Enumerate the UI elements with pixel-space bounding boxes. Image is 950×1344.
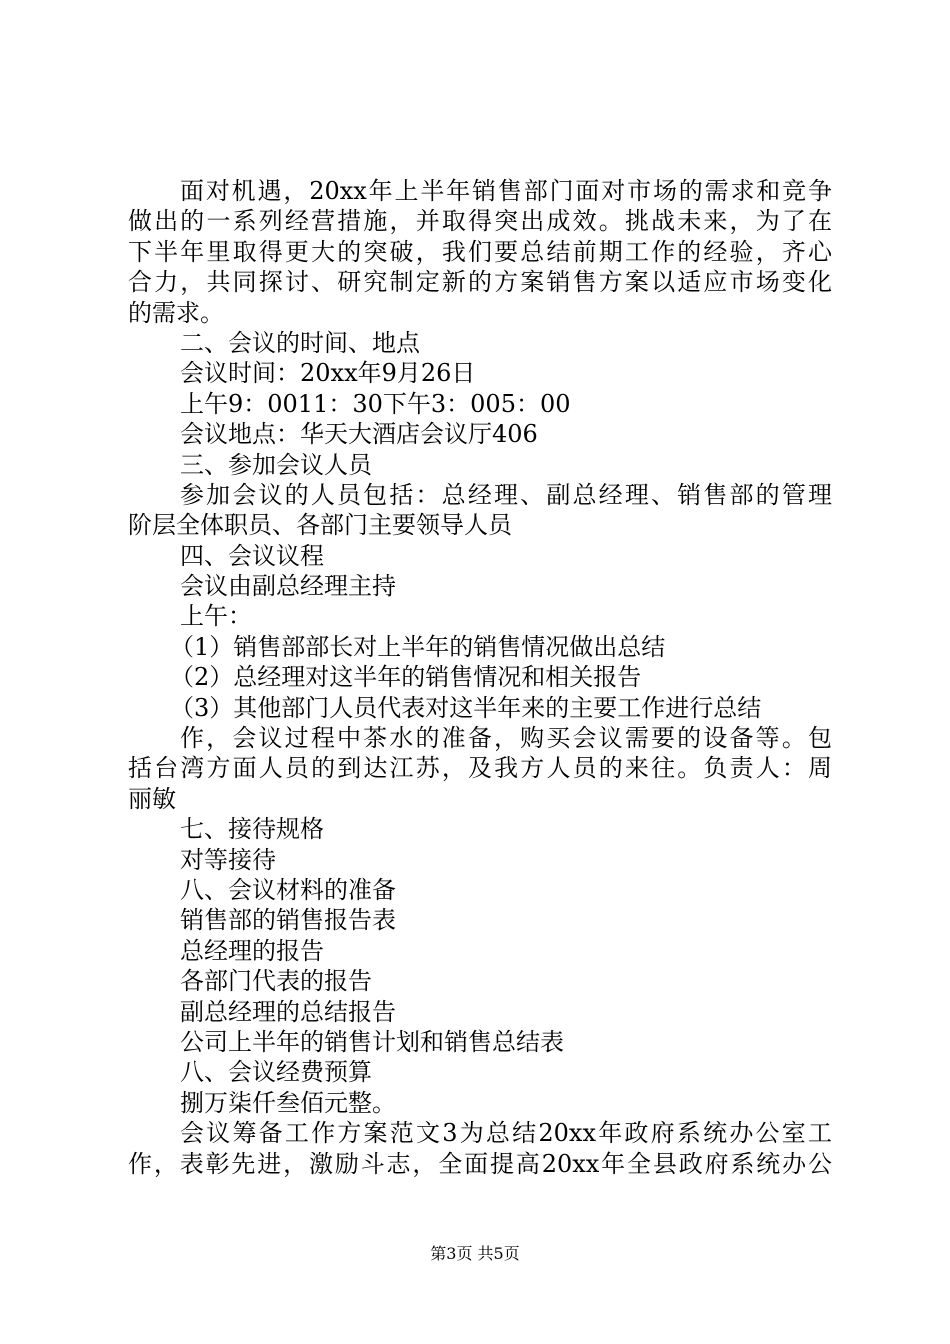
paragraph-line: 作，表彰先进，激励斗志，全面提高20xx年全县政府系统办公 (128, 1149, 832, 1178)
section-heading: 三、参加会议人员 (180, 450, 372, 479)
section-heading: 八、会议经费预算 (180, 1058, 372, 1087)
list-item: （1）销售部部长对上半年的销售情况做出总结 (170, 632, 666, 661)
document-body (128, 176, 832, 1179)
section-heading: 二、会议的时间、地点 (180, 328, 420, 357)
list-item: （2）总经理对这半年的销售情况和相关报告 (170, 663, 642, 692)
paragraph-line: 上午9：0011：30下午3：005：00 (180, 389, 571, 418)
list-item: （3）其他部门人员代表对这半年来的主要工作进行总结 (170, 693, 762, 722)
paragraph-line: 会议时间：20xx年9月26日 (180, 359, 476, 388)
paragraph-line: 括台湾方面人员的到达江苏，及我方人员的来往。负责人：周 (128, 754, 832, 783)
paragraph-line: 下半年里取得更大的突破，我们要总结前期工作的经验，齐心 (128, 237, 832, 266)
paragraph-line: 面对机遇，20xx年上半年销售部门面对市场的需求和竞争 (180, 177, 832, 205)
paragraph-line: 会议筹备工作方案范文3为总结20xx年政府系统办公室工 (180, 1119, 832, 1148)
paragraph-line: 销售部的销售报告表 (180, 906, 396, 935)
paragraph-line: 会议地点：华天大酒店会议厅406 (180, 420, 538, 449)
section-heading: 四、会议议程 (180, 541, 324, 570)
paragraph-line: 作，会议过程中茶水的准备，购买会议需要的设备等。包 (180, 724, 832, 753)
paragraph-line: 副总经理的总结报告 (180, 997, 396, 1026)
paragraph-line: 捌万柒仟叁佰元整。 (180, 1088, 396, 1117)
paragraph-line: 参加会议的人员包括：总经理、副总经理、销售部的管理 (180, 480, 832, 509)
paragraph-line: 公司上半年的销售计划和销售总结表 (180, 1027, 564, 1056)
paragraph-line: 总经理的报告 (180, 936, 324, 965)
paragraph-line: 的需求。 (128, 298, 224, 327)
paragraph-line: 做出的一系列经营措施，并取得突出成效。挑战未来，为了在 (128, 207, 832, 236)
paragraph-line: 合力，共同探讨、研究制定新的方案销售方案以适应市场变化 (128, 268, 832, 297)
paragraph-line: 会议由副总经理主持 (180, 572, 396, 601)
paragraph-line: 各部门代表的报告 (180, 967, 372, 996)
section-heading: 七、接待规格 (180, 815, 324, 844)
page-footer: 第3页 共5页 (430, 1244, 520, 1263)
paragraph-line: 上午： (180, 602, 252, 631)
paragraph-line: 丽敏 (128, 784, 176, 813)
paragraph-line: 阶层全体职员、各部门主要领导人员 (128, 511, 512, 540)
paragraph-line: 对等接待 (180, 845, 276, 874)
section-heading: 八、会议材料的准备 (180, 875, 396, 904)
